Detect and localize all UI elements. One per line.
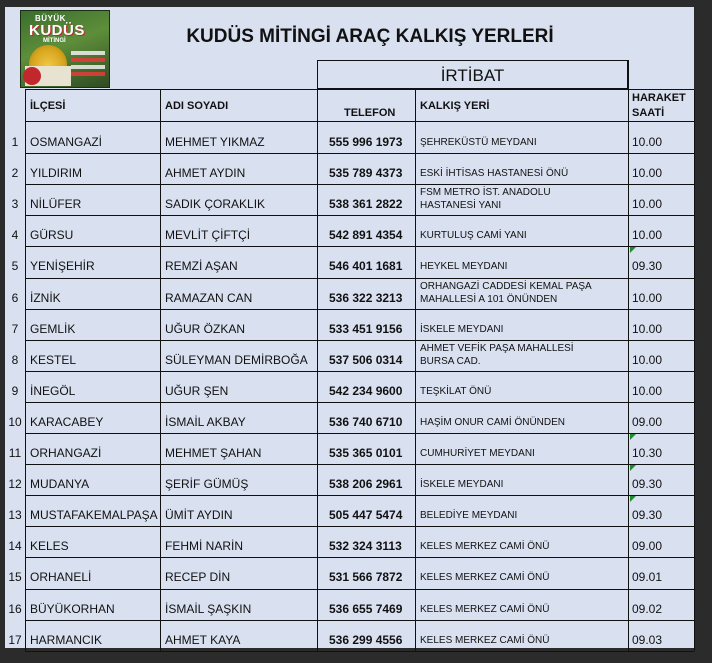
contact-name-cell: RECEP DİN bbox=[165, 570, 231, 585]
table-row bbox=[0, 589, 694, 620]
header-saati: SAATİ bbox=[632, 107, 665, 119]
departure-place-cell: KURTULUŞ CAMİ YANI bbox=[420, 230, 527, 242]
row-number: 14 bbox=[8, 539, 22, 554]
header-telefon: TELEFON bbox=[344, 107, 396, 119]
departure-time-cell: 10.00 bbox=[632, 166, 663, 181]
phone-cell[interactable]: 536 322 3213 bbox=[329, 290, 403, 305]
table-row bbox=[0, 184, 694, 215]
header-adi-soyadi: ADI SOYADI bbox=[165, 100, 229, 112]
contact-name-cell: MEVLİT ÇİFTÇİ bbox=[165, 228, 251, 243]
table-row bbox=[0, 153, 694, 184]
contact-name-cell: SÜLEYMAN DEMİRBOĞA bbox=[165, 352, 308, 367]
ilce-cell: KARACABEY bbox=[30, 414, 104, 429]
departure-time-cell: 10.00 bbox=[632, 197, 663, 212]
table-row bbox=[0, 557, 694, 588]
logo-text-line2: KUDÜS bbox=[29, 22, 85, 39]
row-number: 10 bbox=[8, 414, 22, 429]
departure-place-cell bbox=[420, 342, 574, 368]
departure-place-cell: İSKELE MEYDANI bbox=[420, 323, 504, 335]
phone-cell[interactable]: 555 996 1973 bbox=[329, 135, 403, 149]
header-ilce: İLÇESİ bbox=[30, 100, 66, 112]
row-number: 7 bbox=[11, 321, 19, 336]
departure-place-line2: HASTANESİ YANI bbox=[420, 200, 502, 212]
departure-time-cell: 09.00 bbox=[632, 414, 663, 429]
row-number: 8 bbox=[11, 352, 19, 367]
contact-name-cell: SADIK ÇORAKLIK bbox=[165, 197, 266, 212]
dome-icon bbox=[29, 45, 67, 67]
table-row bbox=[0, 278, 694, 309]
ilce-cell: İNEGÖL bbox=[30, 383, 76, 398]
event-logo bbox=[20, 10, 110, 88]
departure-place-line2: MAHALLESİ A 101 ÖNÜNDEN bbox=[420, 293, 558, 305]
row-number: 13 bbox=[8, 508, 22, 523]
departure-place-cell: ŞEHREKÜSTÜ MEYDANI bbox=[420, 137, 537, 148]
irtibat-header: İRTİBAT bbox=[317, 60, 628, 89]
departure-place-cell: İSKELE MEYDANI bbox=[420, 479, 504, 491]
phone-cell[interactable]: 536 655 7469 bbox=[329, 601, 403, 616]
departure-time-cell: 09.30 bbox=[632, 259, 663, 274]
ilce-cell: BÜYÜKORHAN bbox=[30, 601, 115, 616]
logo-banner-lines bbox=[71, 51, 105, 79]
contact-name-cell: AHMET KAYA bbox=[165, 632, 241, 647]
departure-place-cell: KELES MERKEZ CAMİ ÖNÜ bbox=[420, 603, 550, 615]
row-number: 15 bbox=[8, 570, 22, 585]
departure-time-cell: 10.00 bbox=[632, 321, 663, 336]
row-number: 5 bbox=[11, 259, 19, 274]
ilce-cell: KELES bbox=[30, 539, 69, 554]
column-divider bbox=[694, 90, 695, 651]
ilce-cell: NİLÜFER bbox=[30, 197, 82, 212]
header-hareket: HARAKET bbox=[632, 92, 686, 104]
ilce-cell: ORHANGAZİ bbox=[30, 446, 102, 460]
departure-time-cell: 09.03 bbox=[632, 632, 663, 647]
departure-place-cell bbox=[420, 280, 592, 306]
departure-place-cell: TEŞKİLAT ÖNÜ bbox=[420, 385, 492, 397]
contact-name-cell: REMZİ AŞAN bbox=[165, 259, 238, 274]
row-number: 16 bbox=[8, 601, 22, 616]
row-number: 11 bbox=[8, 446, 22, 460]
logo-text-line3: MİTİNGİ bbox=[43, 38, 66, 44]
departure-time-cell: 10.30 bbox=[632, 446, 663, 460]
phone-cell[interactable]: 535 365 0101 bbox=[329, 446, 403, 460]
departure-place-cell bbox=[420, 186, 551, 212]
table-row bbox=[0, 495, 694, 526]
contact-name-cell: AHMET AYDIN bbox=[165, 166, 246, 181]
ilce-cell: KESTEL bbox=[30, 352, 77, 367]
departure-place-line2: BURSA CAD. bbox=[420, 355, 481, 367]
phone-cell[interactable]: 542 891 4354 bbox=[329, 228, 403, 243]
contact-name-cell: UĞUR ŞEN bbox=[165, 383, 229, 398]
departure-place-cell: KELES MERKEZ CAMİ ÖNÜ bbox=[420, 572, 550, 584]
table-row bbox=[0, 215, 694, 246]
phone-cell[interactable]: 538 361 2822 bbox=[329, 197, 403, 212]
ilce-cell: GÜRSU bbox=[30, 228, 74, 243]
departure-time-cell: 09.02 bbox=[632, 601, 663, 616]
departure-place-cell: ESKİ İHTİSAS HASTANESİ ÖNÜ bbox=[420, 168, 569, 180]
cell-comment-marker-icon bbox=[630, 465, 636, 471]
departure-time-cell: 10.00 bbox=[632, 290, 663, 305]
ilce-cell: MUSTAFAKEMALPAŞA bbox=[30, 508, 158, 523]
departure-time-cell: 09.30 bbox=[632, 477, 663, 492]
row-number: 2 bbox=[11, 166, 19, 181]
departure-time-cell: 10.00 bbox=[632, 228, 663, 243]
phone-cell[interactable]: 531 566 7872 bbox=[329, 570, 403, 585]
contact-name-cell: İSMAİL AKBAY bbox=[165, 414, 246, 429]
departure-time-cell: 09.30 bbox=[632, 508, 663, 523]
phone-cell[interactable]: 546 401 1681 bbox=[329, 259, 403, 274]
header-top-line bbox=[25, 89, 694, 90]
row-number: 17 bbox=[8, 632, 22, 647]
cell-comment-marker-icon bbox=[630, 434, 636, 440]
table-row bbox=[0, 371, 694, 402]
contact-name-cell: MEHMET YIKMAZ bbox=[165, 135, 265, 149]
contact-name-cell: ŞERİF GÜMÜŞ bbox=[165, 477, 249, 492]
phone-cell[interactable]: 505 447 5474 bbox=[329, 508, 403, 523]
ilce-cell: GEMLİK bbox=[30, 321, 76, 336]
departure-place-cell: KELES MERKEZ CAMİ ÖNÜ bbox=[420, 541, 550, 553]
contact-name-cell: ÜMİT AYDIN bbox=[165, 508, 233, 523]
table-row bbox=[0, 620, 694, 651]
row-divider bbox=[25, 651, 694, 652]
table-row bbox=[0, 340, 694, 371]
departure-place-cell: HAŞİM ONUR CAMİ ÖNÜNDEN bbox=[420, 416, 566, 428]
departure-time-cell: 09.01 bbox=[632, 570, 663, 585]
departure-place-cell: CUMHURİYET MEYDANI bbox=[420, 448, 535, 459]
departure-place-cell: KELES MERKEZ CAMİ ÖNÜ bbox=[420, 634, 550, 646]
departure-place-cell: BELEDİYE MEYDANI bbox=[420, 510, 518, 522]
table-row bbox=[0, 309, 694, 340]
ilce-cell: YENİŞEHİR bbox=[30, 259, 95, 274]
row-number: 12 bbox=[8, 477, 22, 492]
logo-text-line1: BÜYÜK bbox=[35, 14, 66, 23]
phone-cell[interactable]: 536 299 4556 bbox=[329, 632, 403, 647]
contact-name-cell: RAMAZAN CAN bbox=[165, 290, 253, 305]
cell-comment-marker-icon bbox=[630, 247, 636, 253]
phone-cell[interactable]: 535 789 4373 bbox=[329, 166, 403, 181]
table-row bbox=[0, 433, 694, 464]
departure-time-cell: 10.00 bbox=[632, 352, 663, 367]
departure-place-line1: AHMET VEFİK PAŞA MAHALLESİ bbox=[420, 342, 574, 354]
row-number: 3 bbox=[11, 197, 19, 212]
phone-cell[interactable]: 533 451 9156 bbox=[329, 321, 403, 336]
contact-name-cell: UĞUR ÖZKAN bbox=[165, 321, 246, 336]
contact-name-cell: FEHMİ NARİN bbox=[165, 539, 243, 554]
page-title: KUDÜS MİTİNGİ ARAÇ KALKIŞ YERLERİ bbox=[186, 26, 554, 47]
table-row bbox=[0, 122, 694, 153]
cell-comment-marker-icon bbox=[630, 496, 636, 502]
row-number: 1 bbox=[11, 135, 19, 149]
departure-time-cell: 10.00 bbox=[632, 383, 663, 398]
ilce-cell: İZNİK bbox=[30, 290, 61, 305]
departure-place-line1: ORHANGAZİ CADDESİ KEMAL PAŞA bbox=[420, 280, 592, 292]
row-number: 6 bbox=[11, 290, 19, 305]
row-number: 4 bbox=[11, 228, 19, 243]
departure-time-cell: 10.00 bbox=[632, 135, 663, 149]
ilce-cell: YILDIRIM bbox=[30, 166, 83, 181]
flag-icon bbox=[23, 67, 41, 85]
row-number: 9 bbox=[11, 383, 19, 398]
departure-time-cell: 09.00 bbox=[632, 539, 663, 554]
phone-cell[interactable]: 532 324 3113 bbox=[329, 539, 402, 554]
ilce-cell: ORHANELİ bbox=[30, 570, 92, 585]
ilce-cell: OSMANGAZİ bbox=[30, 135, 103, 149]
contact-name-cell: MEHMET ŞAHAN bbox=[165, 446, 262, 460]
ilce-cell: MUDANYA bbox=[30, 477, 90, 492]
phone-cell[interactable]: 536 740 6710 bbox=[329, 414, 403, 429]
ilce-cell: HARMANCIK bbox=[30, 632, 103, 647]
table-row bbox=[0, 464, 694, 495]
table-row bbox=[0, 402, 694, 433]
table-row bbox=[0, 526, 694, 557]
phone-cell[interactable]: 538 206 2961 bbox=[329, 477, 403, 492]
contact-name-cell: İSMAİL ŞAŞKIN bbox=[165, 601, 252, 616]
departure-place-line1: FSM METRO İST. ANADOLU bbox=[420, 187, 551, 199]
phone-cell[interactable]: 542 234 9600 bbox=[329, 383, 403, 398]
phone-cell[interactable]: 537 506 0314 bbox=[329, 352, 403, 367]
header-kalkis-yeri: KALKIŞ YERİ bbox=[420, 100, 490, 112]
departure-place-cell: HEYKEL MEYDANI bbox=[420, 261, 508, 273]
table-row bbox=[0, 246, 694, 277]
